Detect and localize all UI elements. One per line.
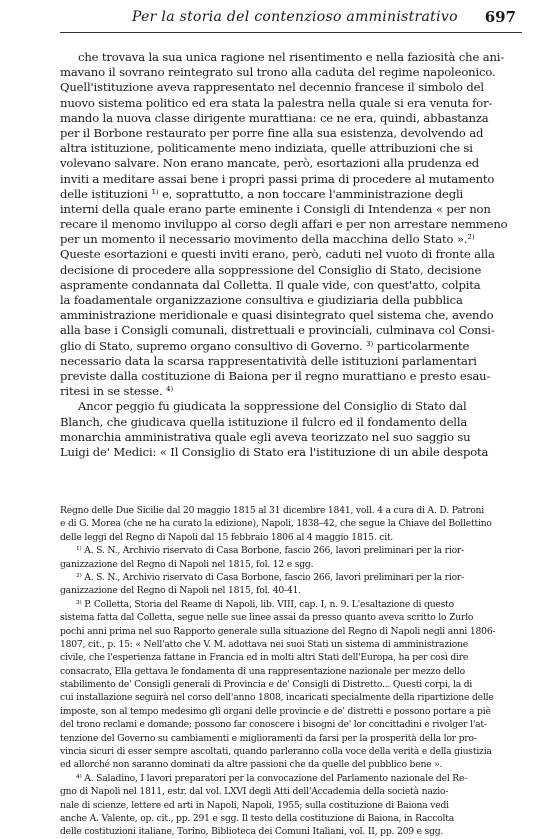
- text-line: ritesi in se stesse. ⁴⁾: [60, 384, 174, 399]
- text-line: monarchia amministrativa quale egli aveva teorizzato nel suo saggio su: [60, 429, 471, 444]
- footnote-line: cui installazione seguirà nel corso dell'anno 1808, incaricati specialmente della ripartizione delle: [60, 692, 494, 704]
- footnote-line: ganizzazione del Regno di Napoli nel 1815, fol. 40-41.: [60, 585, 301, 597]
- text-line: mavano il sovrano reintegrato sul trono alla caduta del regime napoleonico.: [60, 65, 496, 80]
- footnote-line: ³⁾ P. Colletta, Storia del Reame di Napoli, lib. VIII, cap. I, n. 9. L'esaltazione di questo: [76, 598, 454, 610]
- footnote-line: imposte, son al tempo medesimo gli organi delle provincie e de' distretti e possono portare a piè: [60, 705, 491, 717]
- footnote-line: consacrato, Ella gettava le fondamenta di una rappresentazione nazionale per mezzo dello: [60, 665, 465, 677]
- text-line: nuovo sistema politico ed era stata la palestra nella quale si era venuta for-: [60, 95, 493, 110]
- footnote-line: ²⁾ A. S. N., Archivio riservato di Casa Borbone, fascio 266, lavori preliminari per la rior-: [76, 571, 464, 583]
- running-header: [60, 6, 522, 33]
- footnote-line: Regno delle Due Sicilie dal 20 maggio 1815 al 31 dicembre 1841, voll. 4 a cura di A. D. Patroni: [60, 505, 485, 516]
- text-line: Quell'istituzione aveva rappresentato nel decennio francese il simbolo del: [60, 80, 484, 95]
- footnote-line: delle leggi del Regno di Napoli dal 15 febbraio 1806 al 4 maggio 1815. cit.: [60, 531, 394, 543]
- footnote-line: civile, che l'esperienza fattane in Francia ed in molti altri Stati dell'Europa, ha per così dire: [60, 652, 469, 664]
- footnote-line: ed allorché non saranno dominati da altre passioni che da quelle del pubblico bene ».: [60, 759, 443, 771]
- footnote-line: e di G. Morea (che ne ha curato la edizione), Napoli, 1838–42, che segue la Chiave del Bollettino: [60, 518, 492, 530]
- text-line: previste dalla costituzione di Baiona per il regno murattiano e presto esau-: [60, 368, 491, 383]
- text-line: volevano salvare. Non erano mancate, però, esortazioni alla prudenza ed: [60, 156, 480, 171]
- footnote-line: gno di Napoli nel 1811, estr. dal vol. LXVI degli Atti dell'Accademia della società nazio-: [60, 786, 449, 798]
- text-line: aspramente condannata dal Colletta. Il quale vide, con quest'atto, colpita: [60, 277, 481, 292]
- page-number: 697: [484, 8, 516, 26]
- footnote-line: del trono reclami e domande; possono far conoscere i bisogni de' lor concittadini e rivolger l'at-: [60, 719, 487, 731]
- text-line: mando la nuova classe dirigente murattiana: ce ne era, quindi, abbastanza: [60, 110, 489, 125]
- footnote-line: ⁴⁾ A. Saladino, I lavori preparatori per la convocazione del Parlamento nazionale del Re-: [76, 772, 468, 784]
- main-text: [60, 50, 522, 460]
- text-line: Ancor peggio fu giudicata la soppressione del Consiglio di Stato dal: [78, 399, 467, 414]
- text-line: Queste esortazioni e questi inviti erano, però, caduti nel vuoto di fronte alla: [60, 247, 495, 262]
- text-line: la foadamentale organizzazione consultiva e giudiziaria della pubblica: [60, 293, 463, 307]
- running-title: Per la storia del contenzioso amministrativo: [132, 9, 458, 25]
- footnote-line: ¹⁾ A. S. N., Archivio riservato di Casa Borbone, fascio 266, lavori preliminari per la rior-: [76, 545, 464, 557]
- text-line: recare il menomo inviluppo al corso degli affari e per non arrestare nemmeno: [60, 217, 508, 232]
- text-line: inviti a meditare assai bene i propri passi prima di procedere al mutamento: [60, 171, 495, 186]
- text-line: delle istituzioni ¹⁾ e, soprattutto, a non toccare l'amministrazione degli: [60, 186, 464, 201]
- text-line: Blanch, che giudicava quella istituzione il fulcro ed il fondamento della: [60, 414, 468, 429]
- text-line: amministrazione meridionale e quasi disintegrato quel sistema che, avendo: [60, 308, 494, 323]
- footnote-line: 1807, cit., p. 15: « Nell'atto che V. M. adottava nei suoi Stati un sistema di amministrazione: [60, 638, 468, 650]
- text-line: per il Borbone restaurato per porre fine alla sua esistenza, devolvendo ad: [60, 125, 484, 140]
- footnote-line: stabilimento de' Consigli generali di Provincia e de' Consigli di Distretto... Questi corpi, la di: [60, 679, 473, 691]
- text-line: che trovava la sua unica ragione nel risentimento e nella faziosità che ani-: [78, 50, 505, 64]
- footnote-line: delle costituzioni italiane, Torino, Biblioteca dei Comuni Italiani, vol. II, pp. 209 e sgg.: [60, 826, 444, 838]
- footnote-line: vincia sicuri di esser sempre ascoltati, quando parleranno colla voce della verità e della giustizia: [60, 746, 492, 758]
- text-line: altra istituzione, politicamente meno indiziata, quelle attribuzioni che si: [60, 141, 473, 156]
- text-line: alla base i Consigli comunali, distrettuali e provinciali, culminava col Consi-: [60, 323, 495, 338]
- footnote-line: ganizzazione del Regno di Napoli nel 1815, fol. 12 e sgg.: [60, 558, 314, 570]
- footnote-line: nale di scienze, lettere ed arti in Napoli, Napoli, 1955; sulla costituzione di Baiona vedi: [60, 799, 449, 811]
- footnote-line: anche A. Valente, op. cit., pp. 291 e sgg. Il testo della costituzione di Baiona, in Raccolta: [60, 812, 455, 824]
- text-line: Luigi de' Medici: « Il Consiglio di Stato era l'istituzione di un abile despota: [60, 444, 489, 459]
- text-line: decisione di procedere alla soppressione del Consiglio di Stato, decisione: [60, 262, 482, 277]
- text-line: per un momento il necessario movimento della macchina dello Stato ».²⁾: [60, 232, 475, 247]
- footnote-line: tenzione del Governo su cambiamenti e miglioramenti da farsi per la prosperità della lor pro-: [60, 732, 477, 744]
- text-line: interni della quale erano parte eminente i Consigli di Intendenza « per non: [60, 201, 491, 216]
- footnotes: [60, 504, 522, 839]
- footnote-line: pochi anni prima nel suo Rapporto generale sulla situazione del Regno di Napoli negli anni 1806-: [60, 625, 496, 637]
- footnote-line: sistema fatta dal Colletta, segue nelle sue linee assai da presso quanto aveva scritto lo Zurlo: [60, 612, 474, 624]
- text-line: necessario data la scarsa rappresentatività delle istituzioni parlamentari: [60, 353, 477, 368]
- text-line: glio di Stato, supremo organo consultivo di Governo. ³⁾ particolarmente: [60, 338, 470, 353]
